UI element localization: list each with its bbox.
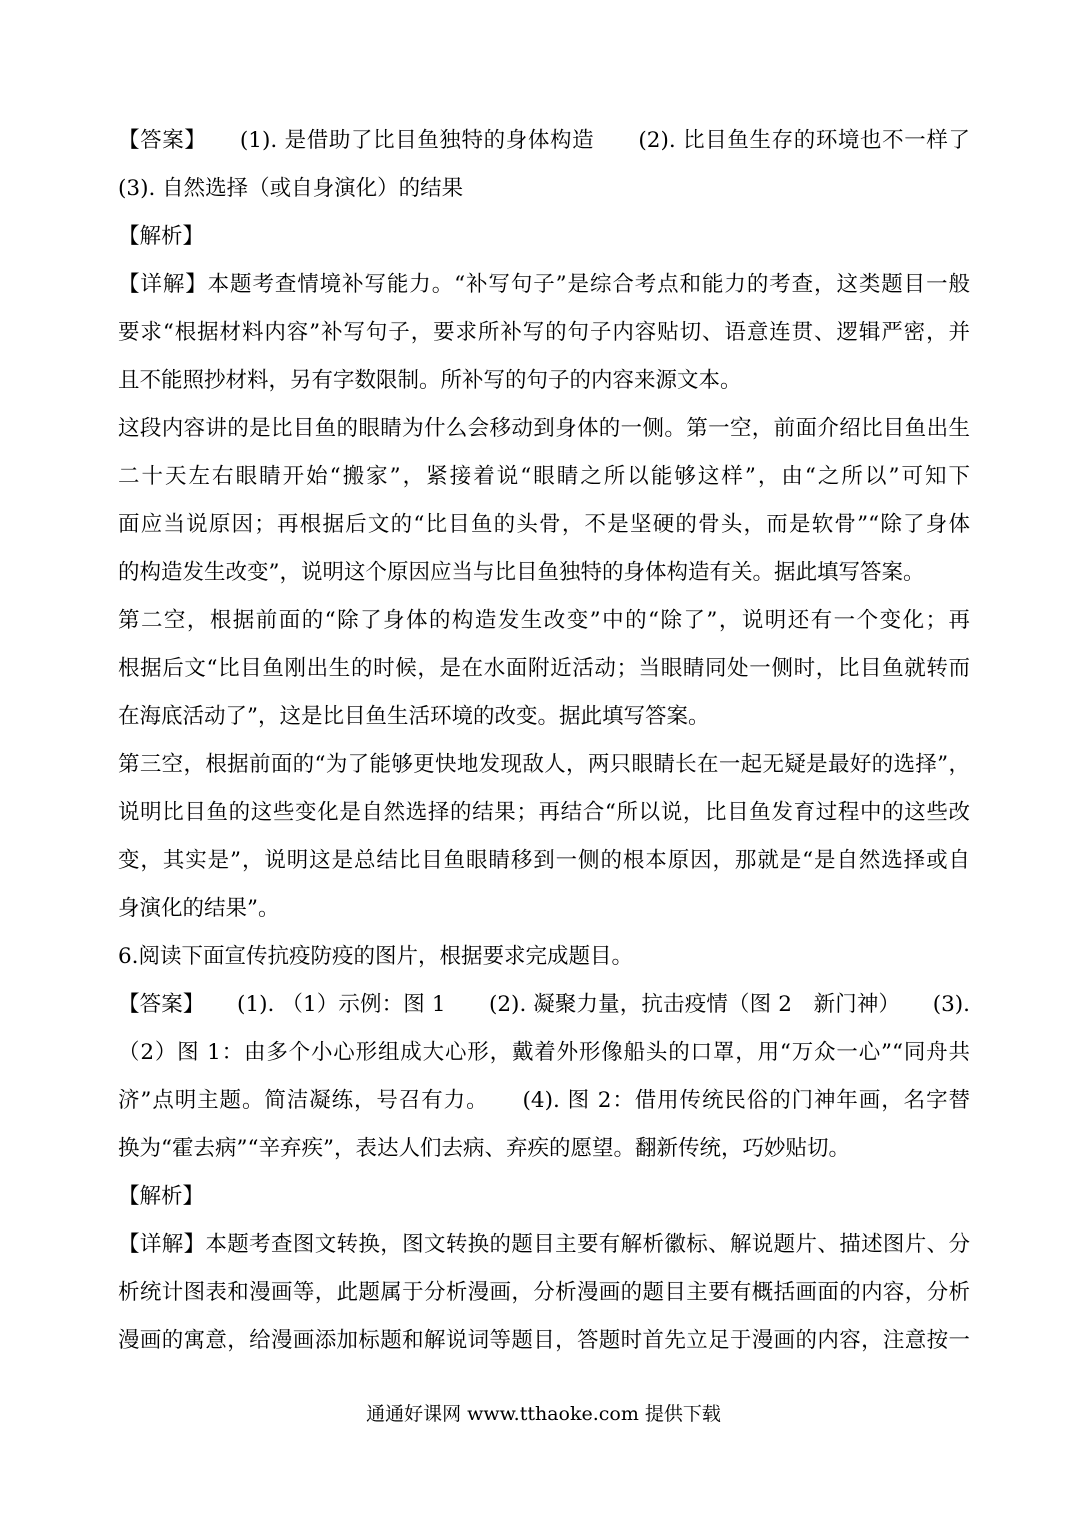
q6-analysis-label: 【解析】 [118,1184,205,1209]
page-footer: 通通好课网 www.tthaoke.com 提供下载 [366,1403,721,1425]
q5-para1-line: 二十天左右眼睛开始“搬家”，紧接着说“眼睛之所以能够这样”，由“之所以”可知下 [118,464,970,489]
q5-detail-line: 要求“根据材料内容”补写句子，要求所补写的句子内容贴切、语意连贯、逻辑严密，并 [118,320,970,345]
q5-detail-line: 且不能照抄材料，另有字数限制。所补写的句子的内容来源文本。 [118,368,742,393]
q5-para1-line: 面应当说原因；再根据后文的“比目鱼的头骨，不是坚硬的骨头，而是软骨”“除了身体 [118,512,970,537]
q5-answer-line-1: 【答案】 (1). 是借助了比目鱼独特的身体构造 (2). 比目鱼生存的环境也不一样了 [118,128,970,153]
q5-para3-line: 变，其实是”，说明这是总结比目鱼眼睛移到一侧的根本原因，那就是“是自然选择或自 [118,848,970,873]
q5-para2-line: 第二空，根据前面的“除了身体的构造发生改变”中的“除了”，说明还有一个变化；再 [118,608,970,633]
q5-para2-line: 在海底活动了”，这是比目鱼生活环境的改变。据此填写答案。 [118,704,710,729]
q6-answer-line: （2）图 1：由多个小心形组成大心形，戴着外形像船头的口罩，用“万众一心”“同舟共 [118,1040,970,1065]
q5-para2-line: 根据后文“比目鱼刚出生的时候，是在水面附近活动；当眼睛同处一侧时，比目鱼就转而 [118,656,970,681]
q5-answer-line-2: (3). 自然选择（或自身演化）的结果 [118,176,464,201]
q6-question: 6.阅读下面宣传抗疫防疫的图片，根据要求完成题目。 [118,944,634,969]
q5-detail-line: 【详解】本题考查情境补写能力。“补写句子”是综合考点和能力的考查，这类题目一般 [118,272,970,297]
q6-detail-line: 析统计图表和漫画等，此题属于分析漫画，分析漫画的题目主要有概括画面的内容，分析 [118,1280,970,1305]
q6-answer-line: 【答案】 (1). （1）示例：图 1 (2). 凝聚力量，抗击疫情（图 2 新门神） (3). [118,992,970,1017]
q5-para3-line: 身演化的结果”。 [118,896,280,921]
q5-para3-line: 第三空，根据前面的“为了能够更快地发现敌人，两只眼睛长在一起无疑是最好的选择”， [118,752,970,777]
q6-answer-line: 济”点明主题。简洁凝练，号召有力。 (4). 图 2：借用传统民俗的门神年画，名字替 [118,1088,970,1113]
document-page [118,117,970,1365]
q5-para3-line: 说明比目鱼的这些变化是自然选择的结果；再结合“所以说，比目鱼发育过程中的这些改 [118,800,970,825]
q6-answer-line: 换为“霍去病”“辛弃疾”，表达人们去病、弃疾的愿望。翻新传统，巧妙贴切。 [118,1136,850,1161]
q6-detail-line: 【详解】本题考查图文转换，图文转换的题目主要有解析徽标、解说题片、描述图片、分 [118,1232,970,1257]
q5-para1-line: 的构造发生改变”，说明这个原因应当与比目鱼独特的身体构造有关。据此填写答案。 [118,560,925,585]
q5-analysis-label: 【解析】 [118,224,205,249]
q6-detail-line: 漫画的寓意，给漫画添加标题和解说词等题目，答题时首先立足于漫画的内容，注意按一 [118,1328,970,1353]
q5-para1-line: 这段内容讲的是比目鱼的眼睛为什么会移动到身体的一侧。第一空，前面介绍比目鱼出生 [118,416,970,441]
